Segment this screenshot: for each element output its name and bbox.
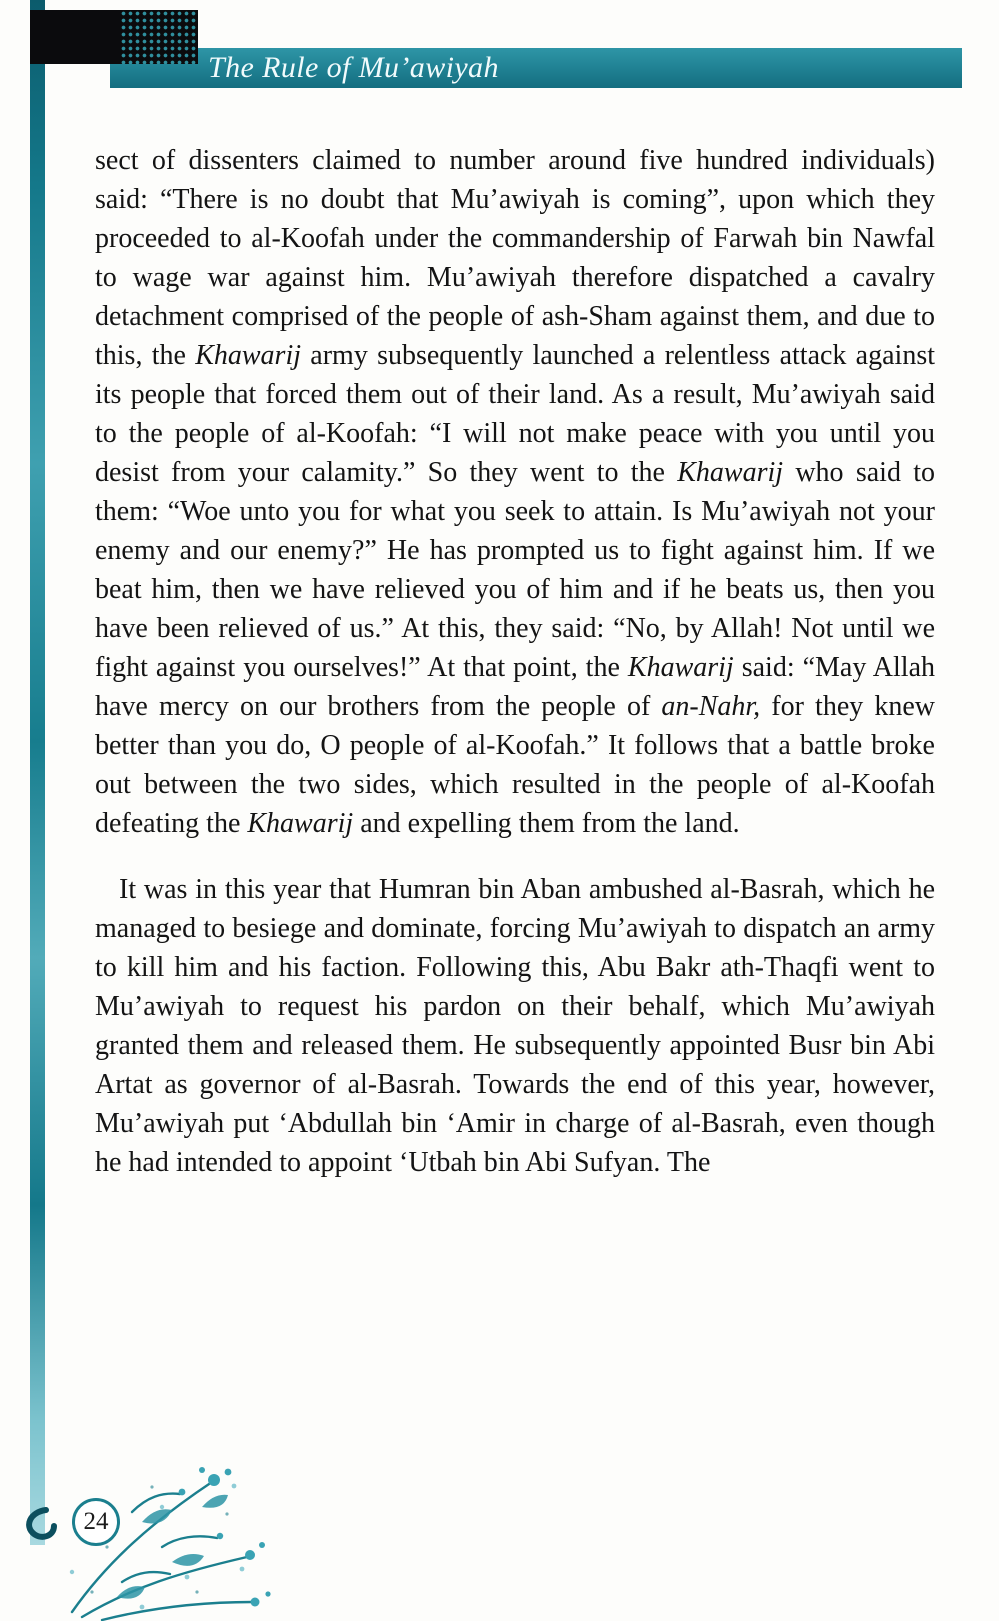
page-number-badge <box>72 1498 120 1546</box>
body-text <box>95 141 935 1209</box>
floral-flourish-icon <box>12 1452 292 1621</box>
left-accent-bar <box>30 0 45 1545</box>
chapter-banner <box>110 48 962 88</box>
top-black-block <box>30 10 198 64</box>
paragraph: It was in this year that Humran bin Aban ambushed al-Basrah, which he managed to besiege and dominate, forcing Mu’awiyah to dispatch an army to kill him and his faction. Following this, Abu Bakr ath-Thaqfi went to Mu’awiyah to request his pardon on their behalf, which Mu’awiyah granted them and released them. He subsequently appointed Busr bin Abi Artat as governor of al-Basrah. Towards the end of this year, however, Mu’awiyah put ‘Abdullah bin ‘Amir in charge of al-Basrah, even though he had intended to appoint ‘Utbah bin Abi Sufyan. The <box>95 874 935 1178</box>
page-number: 24 <box>83 1508 109 1535</box>
halftone-dots-decoration <box>120 10 198 64</box>
chapter-title: The Rule of Mu’awiyah <box>208 51 499 84</box>
paragraph: sect of dissenters claimed to number around five hundred individuals) said: “There is no doubt that Mu’awiyah is coming”, upon which they proceeded to al-Koofah under the commandership of Farwah bin Nawfal to wage war against him. Mu’awiyah therefore dispatched a cavalry detachment comprised of the people of ash-Sham against them, and due to this, the Khawarij army subsequently launched a relentless attack against its people that forced them out of their land. As a result, Mu’awiyah said to the people of al-Koofah: “I will not make peace with you until you desist from your calamity.” So they went to the Khawarij who said to them: “Woe unto you for what you seek to attain. Is Mu’awiyah not your enemy and our enemy?” He has prompted us to fight against him. If we beat him, then we have relieved you of him and if he beats us, then you have been relieved of us.” At this, they said: “No, by Allah! Not until we fight against you ourselves!” At that point, the Khawarij said: “May Allah have mercy on our brothers from the people of an-Nahr, for they knew better than you do, O people of al-Koofah.” It follows that a battle broke out between the two sides, which resulted in the people of al-Koofah defeating the Khawarij and expelling them from the land. <box>95 145 936 839</box>
